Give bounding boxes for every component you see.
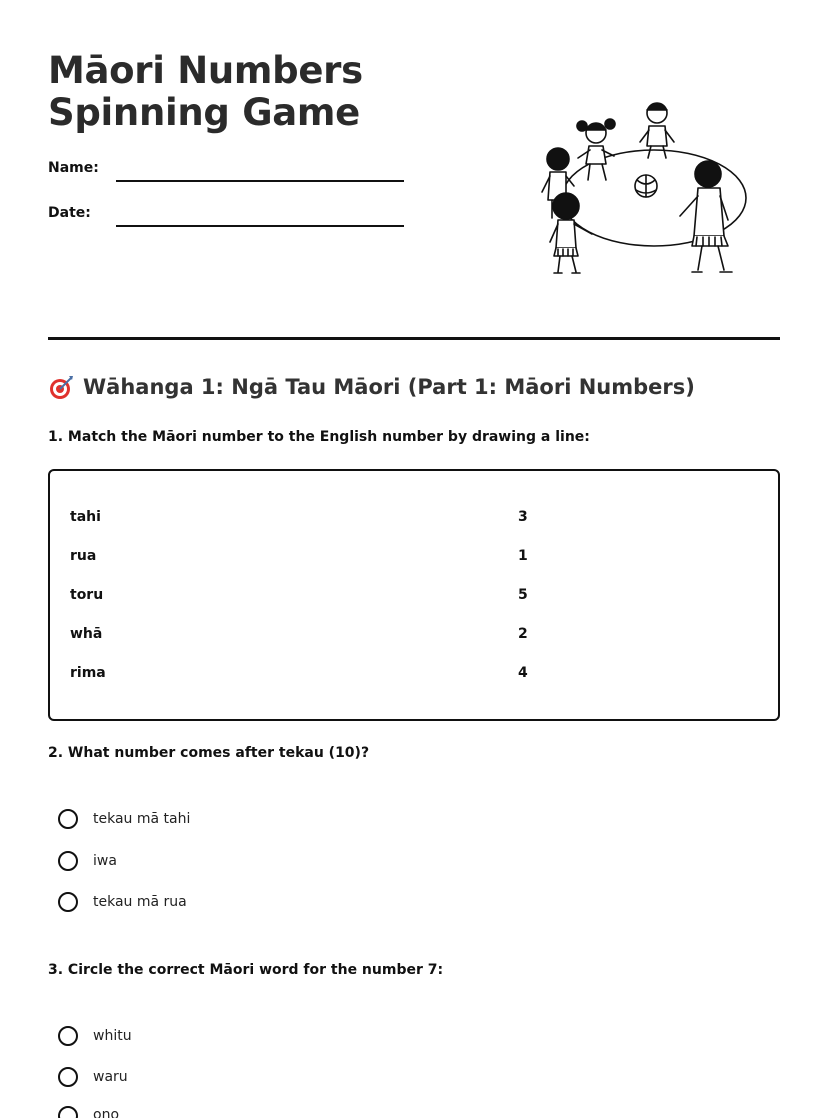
option-label: whitu: [93, 1028, 132, 1044]
radio-button[interactable]: [58, 892, 78, 912]
maori-number[interactable]: tahi: [70, 509, 101, 525]
english-number[interactable]: 5: [518, 587, 528, 603]
english-number[interactable]: 3: [518, 509, 528, 525]
q3-option[interactable]: [58, 1065, 128, 1089]
q3-option[interactable]: [58, 1102, 119, 1118]
date-write-line[interactable]: [116, 225, 404, 227]
question-3-text: 3. Circle the correct Māori word for the number 7:: [48, 962, 444, 978]
title-line-1: Māori Numbers: [48, 49, 363, 92]
children-playing-ball-icon: [536, 96, 760, 284]
radio-button[interactable]: [58, 809, 78, 829]
option-label: waru: [93, 1069, 128, 1085]
option-label: ono: [93, 1107, 120, 1118]
english-number[interactable]: 1: [518, 548, 528, 564]
english-number[interactable]: 2: [518, 626, 528, 642]
name-write-line[interactable]: [116, 180, 404, 182]
match-row: [70, 626, 770, 646]
radio-button[interactable]: [58, 1067, 78, 1087]
maori-number[interactable]: whā: [70, 626, 103, 642]
radio-button[interactable]: [58, 1106, 78, 1118]
target-dart-icon: [48, 374, 74, 400]
match-row: [70, 548, 770, 568]
option-label: iwa: [93, 853, 117, 869]
maori-number[interactable]: toru: [70, 587, 104, 603]
worksheet-title: [48, 50, 363, 134]
date-label: Date:: [48, 205, 91, 221]
name-label: Name:: [48, 160, 99, 176]
matching-box: [48, 469, 780, 721]
q3-option[interactable]: [58, 1024, 132, 1048]
section-1-title: [48, 374, 695, 400]
maori-number[interactable]: rua: [70, 548, 97, 564]
q2-option[interactable]: [58, 807, 190, 831]
maori-number[interactable]: rima: [70, 665, 106, 681]
match-row: [70, 509, 770, 529]
english-number[interactable]: 4: [518, 665, 528, 681]
question-2-text: 2. What number comes after tekau (10)?: [48, 745, 370, 761]
q2-option[interactable]: [58, 849, 117, 873]
title-line-2: Spinning Game: [48, 91, 360, 134]
radio-button[interactable]: [58, 1026, 78, 1046]
q2-option[interactable]: [58, 890, 187, 914]
option-label: tekau mā tahi: [93, 811, 191, 827]
radio-button[interactable]: [58, 851, 78, 871]
option-label: tekau mā rua: [93, 894, 187, 910]
match-row: [70, 587, 770, 607]
question-1-text: 1. Match the Māori number to the English number by drawing a line:: [48, 429, 590, 445]
section-divider: [48, 337, 780, 340]
match-row: [70, 665, 770, 685]
section-1-title-text: Wāhanga 1: Ngā Tau Māori (Part 1: Māori Numbers): [83, 375, 695, 399]
